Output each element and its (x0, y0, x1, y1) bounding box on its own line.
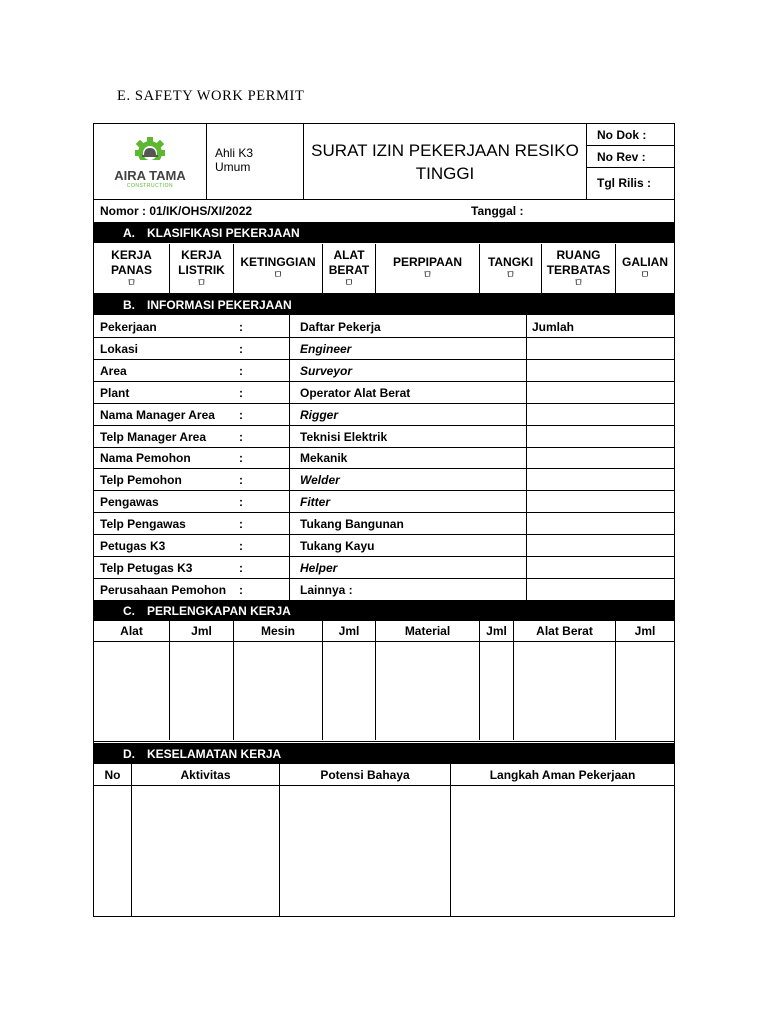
worker-label: Welder (300, 473, 340, 488)
info-label: Area (100, 363, 127, 378)
info-row (94, 338, 674, 360)
equipment-entry-cell[interactable] (479, 642, 513, 740)
section-c-bar (94, 600, 674, 621)
checkbox[interactable]: ㅁ (126, 277, 137, 289)
section-b-title: INFORMASI PEKERJAAN (147, 297, 292, 312)
info-colon: : (239, 582, 243, 597)
info-row (94, 535, 674, 557)
jumlah-label: Jumlah (532, 320, 575, 334)
info-colon: : (239, 517, 243, 532)
info-row (94, 382, 674, 404)
info-row (94, 469, 674, 491)
section-d-title: KESELAMATAN KERJA (147, 746, 282, 761)
safety-entry-cell[interactable] (450, 786, 674, 916)
classification-label: GALIAN (622, 255, 668, 269)
worker-label: Engineer (300, 341, 352, 356)
info-label: Telp Petugas K3 (100, 560, 193, 575)
classification-label: PERPIPAAN (392, 255, 463, 269)
equipment-entry-cell[interactable] (375, 642, 479, 740)
classification-cell (541, 244, 615, 293)
safety-header: No (94, 764, 131, 786)
equipment-header: Mesin (233, 621, 322, 642)
tgl-rilis-label: Tgl Rilis : (597, 176, 651, 190)
classification-label: TANGKI (487, 255, 534, 269)
checkbox[interactable]: ㅁ (505, 270, 516, 281)
info-row (94, 579, 674, 601)
divider (526, 315, 527, 601)
safety-entry-cell[interactable] (279, 786, 450, 916)
info-label: Nama Pemohon (100, 451, 191, 466)
classification-cell (479, 244, 541, 293)
section-b-bar (94, 294, 674, 315)
info-row (94, 491, 674, 513)
classification-label: KERJA (111, 247, 152, 262)
worker-label: Mekanik (300, 451, 348, 466)
classification-label: BERAT (328, 262, 370, 277)
section-d-bar (94, 743, 674, 764)
equipment-entry-cell[interactable] (615, 642, 674, 740)
nomor-label: Nomor : 01/IK/OHS/XI/2022 (100, 204, 253, 218)
worker-label: Rigger (300, 407, 339, 422)
info-row (94, 316, 674, 338)
classification-cell (615, 244, 674, 293)
worker-label: Fitter (300, 495, 330, 510)
logo-subtitle: CONSTRUCTION (126, 183, 174, 189)
info-row (94, 513, 674, 535)
section-b-number: B. (123, 297, 135, 312)
safety-header: Potensi Bahaya (279, 764, 450, 786)
safety-header: Aktivitas (131, 764, 279, 786)
classification-label: KETINGGIAN (240, 255, 316, 269)
info-row (94, 426, 674, 448)
info-label: Nama Manager Area (100, 407, 215, 422)
safety-work-permit-form (93, 123, 675, 917)
safety-header: Langkah Aman Pekerjaan (450, 764, 674, 786)
equipment-header: Alat Berat (513, 621, 615, 642)
info-colon: : (239, 429, 243, 444)
info-label: Perusahaan Pemohon (100, 582, 227, 597)
safety-entry-cell[interactable] (131, 786, 279, 916)
info-colon: : (239, 560, 243, 575)
logo-name: AIRA TAMA (114, 168, 186, 183)
info-colon: : (239, 385, 243, 400)
classification-cell (375, 244, 479, 293)
equipment-entry-cell[interactable] (233, 642, 322, 740)
worker-label: Surveyor (300, 363, 353, 378)
section-d-number: D. (123, 746, 135, 761)
no-dok-label: No Dok : (587, 124, 674, 146)
classification-label: RUANG (556, 247, 601, 262)
info-label: Telp Manager Area (100, 429, 207, 444)
equipment-header: Jml (615, 621, 674, 642)
checkbox[interactable]: ㅁ (273, 270, 283, 281)
classification-label: KERJA (181, 247, 222, 262)
info-colon: : (239, 320, 243, 334)
info-row (94, 360, 674, 382)
worker-label: Tukang Kayu (300, 539, 375, 553)
classification-label: TERBATAS (546, 262, 611, 277)
equipment-header: Alat (94, 621, 169, 642)
classification-cell (169, 244, 233, 293)
equipment-entry-cell[interactable] (94, 642, 169, 740)
info-label: Lokasi (100, 341, 139, 356)
checkbox[interactable]: ㅁ (422, 270, 433, 281)
info-colon: : (239, 407, 243, 422)
safety-entry-cell[interactable] (94, 786, 131, 916)
classification-label: LISTRIK (178, 262, 225, 277)
tanggal-label: Tanggal : (471, 204, 524, 218)
equipment-entry-cell[interactable] (322, 642, 375, 740)
form-title: SURAT IZIN PEKERJAAN RESIKO TINGGI (311, 140, 579, 183)
worker-label: Helper (300, 560, 338, 575)
classification-cell (233, 244, 322, 293)
checkbox[interactable]: ㅁ (196, 277, 207, 289)
worker-label: Lainnya : (300, 582, 353, 597)
info-colon: : (239, 341, 243, 356)
info-colon: : (239, 495, 243, 510)
info-row (94, 404, 674, 426)
info-label: Plant (100, 385, 130, 400)
equipment-header: Jml (479, 621, 513, 642)
section-a-number: A. (123, 225, 135, 240)
info-colon: : (239, 473, 243, 488)
checkbox[interactable]: ㅁ (344, 277, 354, 289)
checkbox[interactable]: ㅁ (640, 270, 650, 281)
classification-row (94, 124, 674, 294)
worker-label: Daftar Pekerja (300, 320, 381, 334)
info-label: Pengawas (100, 495, 159, 510)
info-colon: : (239, 451, 243, 466)
classification-cell (94, 244, 169, 293)
info-label: Pekerjaan (100, 320, 157, 334)
checkbox[interactable]: ㅁ (573, 277, 584, 289)
info-row (94, 557, 674, 579)
dept-label: Ahli K3 Umum (215, 146, 254, 174)
equipment-entry-cell[interactable] (169, 642, 233, 740)
classification-cell (322, 244, 375, 293)
section-heading: E. SAFETY WORK PERMIT (117, 88, 305, 104)
section-c-title: PERLENGKAPAN KERJA (147, 603, 291, 618)
section-c-number: C. (123, 603, 135, 618)
equipment-header: Material (375, 621, 479, 642)
info-row (94, 447, 674, 469)
divider (94, 741, 674, 742)
section-a-title: KLASIFIKASI PEKERJAAN (147, 225, 300, 240)
info-colon: : (239, 363, 243, 378)
worker-label: Tukang Bangunan (300, 517, 404, 532)
info-colon: : (239, 539, 243, 553)
equipment-header: Jml (322, 621, 375, 642)
no-rev-label: No Rev : (587, 146, 674, 168)
info-label: Petugas K3 (100, 539, 166, 553)
worker-label: Teknisi Elektrik (300, 429, 388, 444)
equipment-header: Jml (169, 621, 233, 642)
classification-label: ALAT (333, 247, 365, 262)
info-label: Telp Pemohon (100, 473, 182, 488)
classification-label: PANAS (110, 262, 153, 277)
divider (289, 315, 290, 601)
info-label: Telp Pengawas (100, 517, 186, 532)
worker-label: Operator Alat Berat (300, 385, 411, 400)
equipment-entry-cell[interactable] (513, 642, 615, 740)
